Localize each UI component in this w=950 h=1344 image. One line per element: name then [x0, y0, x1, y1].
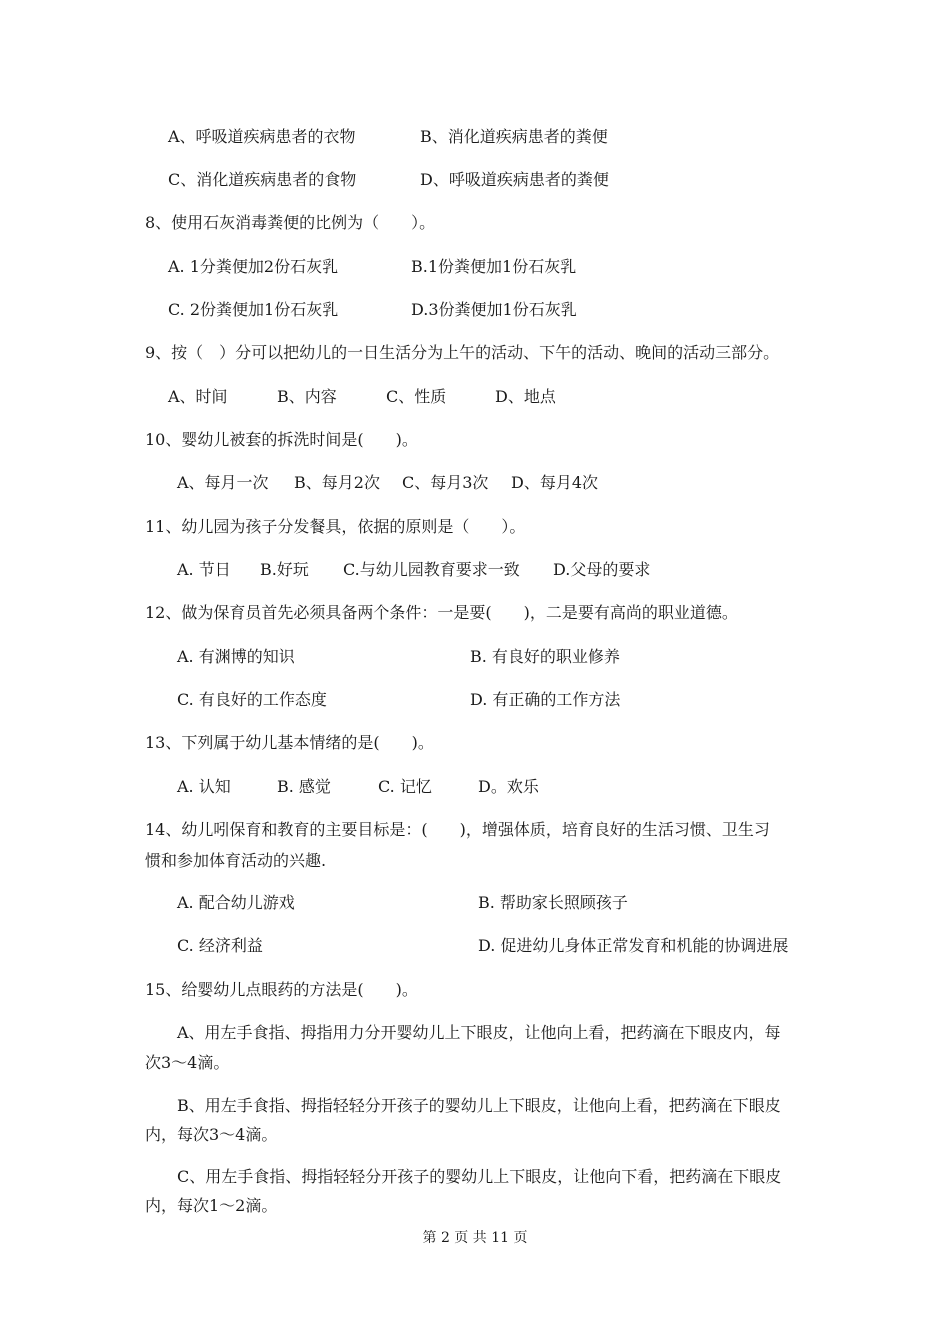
q14-stem-line-2: 惯和参加体育活动的兴趣.	[145, 851, 327, 870]
q13-option-a: A. 认知	[177, 777, 231, 796]
q10-option-c: C、每月3次	[402, 473, 489, 492]
q15-option-a-line-1: A、用左手食指、拇指用力分开婴幼儿上下眼皮，让他向上看，把药滴在下眼皮内，每	[177, 1023, 781, 1042]
q8-option-b: B.1份粪便加1份石灰乳	[411, 257, 577, 276]
q14-option-d: D. 促进幼儿身体正常发育和机能的协调进展	[478, 936, 789, 955]
q10-option-a: A、每月一次	[177, 473, 269, 492]
q8-stem: 8、使用石灰消毒粪便的比例为（ ）。	[145, 213, 436, 232]
q8-option-a: A. 1分粪便加2份石灰乳	[168, 257, 339, 276]
q12-option-d: D. 有正确的工作方法	[470, 690, 621, 709]
q9-option-d: D、地点	[495, 387, 556, 406]
q11-option-a: A. 节日	[177, 560, 231, 579]
page-number: 第 2 页 共 11 页	[422, 1230, 528, 1246]
q15-option-a-line-2: 次3～4滴。	[145, 1053, 230, 1072]
q9-option-b: B、内容	[277, 387, 337, 406]
q10-stem: 10、婴幼儿被套的拆洗时间是( )。	[145, 430, 418, 449]
q7-option-d: D、呼吸道疾病患者的粪便	[420, 170, 609, 189]
q12-option-b: B. 有良好的职业修养	[470, 647, 620, 666]
q11-option-b: B.好玩	[260, 560, 309, 579]
q14-option-a: A. 配合幼儿游戏	[177, 893, 295, 912]
q13-stem: 13、下列属于幼儿基本情绪的是( )。	[145, 733, 434, 752]
q11-option-c: C.与幼儿园教育要求一致	[343, 560, 520, 579]
q15-option-c-line-2: 内，每次1～2滴。	[145, 1196, 278, 1215]
q14-stem-line-1: 14、幼儿吲保育和教育的主要目标是：( )，增强体质，培育良好的生活习惯、卫生习	[145, 820, 770, 839]
q15-option-b-line-2: 内，每次3～4滴。	[145, 1125, 278, 1144]
q10-option-d: D、每月4次	[511, 473, 599, 492]
q12-option-a: A. 有渊博的知识	[177, 647, 295, 666]
q15-option-c-line-1: C、用左手食指、拇指轻轻分开孩子的婴幼儿上下眼皮，让他向下看，把药滴在下眼皮	[177, 1167, 782, 1186]
q14-option-c: C. 经济利益	[177, 936, 263, 955]
q13-option-c: C. 记忆	[378, 777, 432, 796]
q7-option-b: B、消化道疾病患者的粪便	[420, 127, 608, 146]
q15-stem: 15、给婴幼儿点眼药的方法是( )。	[145, 980, 418, 999]
q8-option-c: C. 2份粪便加1份石灰乳	[168, 300, 339, 319]
q9-option-a: A、时间	[168, 387, 228, 406]
q9-option-c: C、性质	[386, 387, 447, 406]
q7-option-a: A、呼吸道疾病患者的衣物	[168, 127, 356, 146]
q8-option-d: D.3份粪便加1份石灰乳	[411, 300, 577, 319]
q9-stem: 9、按（ ）分可以把幼儿的一日生活分为上午的活动、下午的活动、晚间的活动三部分。	[145, 343, 780, 362]
q13-option-b: B. 感觉	[277, 777, 331, 796]
q10-option-b: B、每月2次	[294, 473, 380, 492]
q14-option-b: B. 帮助家长照顾孩子	[478, 893, 628, 912]
q15-option-b-line-1: B、用左手食指、拇指轻轻分开孩子的婴幼儿上下眼皮，让他向上看，把药滴在下眼皮	[177, 1096, 781, 1115]
q12-option-c: C. 有良好的工作态度	[177, 690, 327, 709]
q11-stem: 11、幼儿园为孩子分发餐具，依据的原则是（ ）。	[145, 517, 526, 536]
q12-stem: 12、做为保育员首先必须具备两个条件：一是要( )，二是要有高尚的职业道德。	[145, 603, 738, 622]
q7-option-c: C、消化道疾病患者的食物	[168, 170, 357, 189]
q11-option-d: D.父母的要求	[553, 560, 651, 579]
q13-option-d: D。欢乐	[478, 777, 539, 796]
